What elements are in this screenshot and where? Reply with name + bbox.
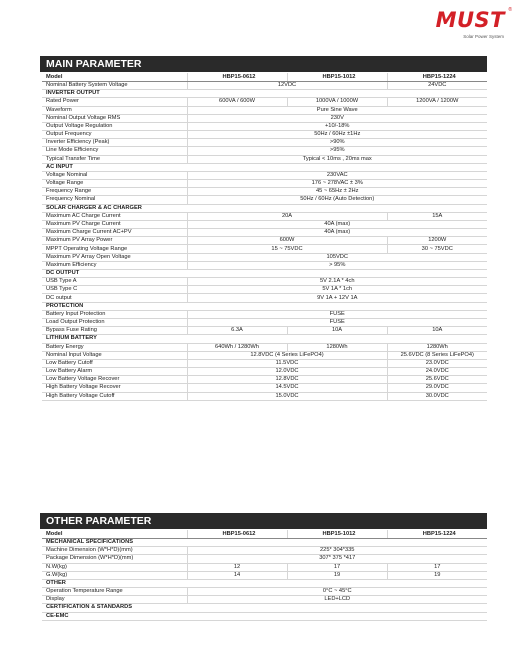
table-row (42, 122, 487, 130)
spec-value: >95% (187, 147, 487, 155)
parameter-label: Maximum PV Charge Current (42, 220, 187, 228)
parameter-label: Battery Input Protection (42, 310, 187, 318)
category-label: SOLAR CHARGER & AC CHARGER (42, 204, 487, 212)
table-row (42, 98, 487, 106)
table-row (42, 196, 487, 204)
category-label: LITHIUM BATTERY (42, 335, 487, 343)
category-label: PROTECTION (42, 302, 487, 310)
spec-value: 10A (287, 327, 387, 335)
spec-value: 30.0VDC (387, 392, 487, 400)
spec-value: 1200VA / 1200W (387, 98, 487, 106)
parameter-label: Nominal Input Voltage (42, 351, 187, 359)
table-row (42, 155, 487, 163)
parameter-label: MPPT Operating Voltage Range (42, 245, 187, 253)
category-row (42, 604, 487, 612)
spec-value: 600VA / 600W (187, 98, 287, 106)
parameter-label: Maximum PV Array Power (42, 237, 187, 245)
spec-value: 1000VA / 1000W (287, 98, 387, 106)
main-parameter-table (42, 73, 487, 401)
parameter-label: Maximum AC Charge Current (42, 212, 187, 220)
spec-value: 12 (187, 563, 287, 571)
column-header-model: Model (42, 530, 187, 539)
spec-value: 0°C ~ 45°C (187, 588, 487, 596)
category-row (42, 163, 487, 171)
table-row (42, 571, 487, 579)
spec-value: 12VDC (187, 82, 387, 90)
parameter-label: USB Type A (42, 278, 187, 286)
table-row (42, 596, 487, 604)
parameter-label: Battery Energy (42, 343, 187, 351)
category-label: INVERTER OUTPUT (42, 90, 487, 98)
spec-value: 230VAC (187, 171, 487, 179)
table-row (42, 318, 487, 326)
parameter-label: Package Dimension (W*H*D)(mm) (42, 555, 187, 563)
parameter-label: Display (42, 596, 187, 604)
category-row (42, 579, 487, 587)
parameter-label: Low Battery Cutoff (42, 359, 187, 367)
column-header-model-name: HBP15-1012 (287, 73, 387, 82)
category-label: MECHANICAL SPECIFICATIONS (42, 539, 487, 547)
table-row (42, 139, 487, 147)
spec-value: 12.8VDC (187, 376, 387, 384)
table-row (42, 229, 487, 237)
table-row (42, 327, 487, 335)
parameter-label: Machine Dimension (W*H*D)(mm) (42, 547, 187, 555)
spec-value: 1280Wh (287, 343, 387, 351)
category-label: AC INPUT (42, 163, 487, 171)
spec-value: 24.0VDC (387, 368, 487, 376)
spec-value: Typical < 10ms , 20ms max (187, 155, 487, 163)
parameter-label: Frequency Range (42, 188, 187, 196)
parameter-label: Bypass Fuse Rating (42, 327, 187, 335)
brand-logo (425, 7, 512, 44)
spec-value: FUSE (187, 310, 487, 318)
category-label: OTHER (42, 579, 487, 587)
spec-value: 12.8VDC (4 Series LiFePO4) (187, 351, 387, 359)
spec-value: 5V 2.1A * 4ch (187, 278, 487, 286)
spec-value: 9V 1A + 12V 1A (187, 294, 487, 302)
category-row (42, 269, 487, 277)
column-header-model-name: HBP15-0612 (187, 530, 287, 539)
spec-value: > 95% (187, 261, 487, 269)
table-row (42, 245, 487, 253)
parameter-label: High Battery Voltage Recover (42, 384, 187, 392)
spec-value: 40A (max) (187, 220, 487, 228)
parameter-label: Waveform (42, 106, 187, 114)
spec-value: 15 ~ 75VDC (187, 245, 387, 253)
brand-tagline: Solar Power System (463, 34, 504, 39)
spec-value: 176 ~ 278VAC ± 3% (187, 180, 487, 188)
parameter-label: Voltage Range (42, 180, 187, 188)
table-row (42, 392, 487, 400)
table-row (42, 343, 487, 351)
table-row (42, 310, 487, 318)
parameter-label: Maximum PV Array Open Voltage (42, 253, 187, 261)
table-row (42, 359, 487, 367)
table-row (42, 588, 487, 596)
spec-value: 24VDC (387, 82, 487, 90)
category-label: DC OUTPUT (42, 269, 487, 277)
spec-value: 12.0VDC (187, 368, 387, 376)
spec-value: 20A (187, 212, 387, 220)
parameter-label: USB Type C (42, 286, 187, 294)
table-row (42, 106, 487, 114)
other-parameter-table (42, 530, 487, 621)
parameter-label: N.W(kg) (42, 563, 187, 571)
parameter-label: Voltage Nominal (42, 171, 187, 179)
category-row (42, 204, 487, 212)
table-row (42, 278, 487, 286)
spec-value: 17 (387, 563, 487, 571)
other-parameter-title: OTHER PARAMETER (40, 513, 487, 529)
table-row (42, 376, 487, 384)
category-label: CE-EMC (42, 612, 487, 620)
table-row (42, 261, 487, 269)
table-row (42, 180, 487, 188)
parameter-label: Inverter Efficiency (Peak) (42, 139, 187, 147)
table-row (42, 384, 487, 392)
spec-value: 640Wh / 1280Wh (187, 343, 287, 351)
spec-value: 25.6VDC (8 Series LiFePO4) (387, 351, 487, 359)
spec-value: 25.6VDC (387, 376, 487, 384)
spec-value: 1280Wh (387, 343, 487, 351)
parameter-label: Low Battery Voltage Recover (42, 376, 187, 384)
parameter-label: Maximum Charge Current AC+PV (42, 229, 187, 237)
spec-value: 30 ~ 75VDC (387, 245, 487, 253)
column-header-model-name: HBP15-1224 (387, 73, 487, 82)
table-row (42, 563, 487, 571)
spec-value: 1200W (387, 237, 487, 245)
table-row (42, 114, 487, 122)
table-row (42, 555, 487, 563)
parameter-label: Frequency Nominal (42, 196, 187, 204)
spec-value: FUSE (187, 318, 487, 326)
table-row (42, 237, 487, 245)
spec-value: +10/-18% (187, 122, 487, 130)
spec-value: 307* 375 *417 (187, 555, 487, 563)
parameter-label: Maximum Efficiency (42, 261, 187, 269)
parameter-label: Load Output Protection (42, 318, 187, 326)
spec-value: 45 ~ 65Hz ± 2Hz (187, 188, 487, 196)
category-row (42, 335, 487, 343)
spec-value: 40A (max) (187, 229, 487, 237)
spec-value: 23.0VDC (387, 359, 487, 367)
table-row (42, 82, 487, 90)
spec-value: 105VDC (187, 253, 487, 261)
parameter-label: Line Mode Efficiency (42, 147, 187, 155)
table-row (42, 171, 487, 179)
parameter-label: Output Frequency (42, 131, 187, 139)
table-row (42, 286, 487, 294)
table-row (42, 368, 487, 376)
category-row (42, 539, 487, 547)
table-row (42, 188, 487, 196)
column-header-model-name: HBP15-1012 (287, 530, 387, 539)
table-row (42, 351, 487, 359)
table-row (42, 212, 487, 220)
spec-value: 50Hz / 60Hz ±1Hz (187, 131, 487, 139)
parameter-label: Low Battery Alarm (42, 368, 187, 376)
table-row (42, 253, 487, 261)
spec-value: 6.3A (187, 327, 287, 335)
parameter-label: Typical Transfer Time (42, 155, 187, 163)
spec-value: 17 (287, 563, 387, 571)
parameter-label: Output Voltage Regulation (42, 122, 187, 130)
spec-value: 50Hz / 60Hz (Auto Detection) (187, 196, 487, 204)
spec-value: 11.5VDC (187, 359, 387, 367)
table-row (42, 547, 487, 555)
spec-value: 19 (287, 571, 387, 579)
parameter-label: Operation Temperature Range (42, 588, 187, 596)
table-row (42, 131, 487, 139)
spec-value: 15.0VDC (187, 392, 387, 400)
brand-name: MUST (435, 8, 505, 32)
category-row (42, 90, 487, 98)
spec-value: 15A (387, 212, 487, 220)
parameter-label: Rated Power (42, 98, 187, 106)
parameter-label: Nominal Output Voltage RMS (42, 114, 187, 122)
table-row (42, 294, 487, 302)
parameter-label: DC output (42, 294, 187, 302)
spec-value: LED+LCD (187, 596, 487, 604)
parameter-label: High Battery Voltage Cutoff (42, 392, 187, 400)
column-header-model: Model (42, 73, 187, 82)
spec-value: 14.5VDC (187, 384, 387, 392)
spec-value: 29.0VDC (387, 384, 487, 392)
trademark-mark: ® (508, 7, 512, 13)
table-row (42, 220, 487, 228)
spec-value: >90% (187, 139, 487, 147)
spec-value: 600W (187, 237, 387, 245)
column-header-model-name: HBP15-0612 (187, 73, 287, 82)
table-row (42, 147, 487, 155)
category-row (42, 302, 487, 310)
spec-value: 10A (387, 327, 487, 335)
spec-value: 19 (387, 571, 487, 579)
parameter-label: G.W(kg) (42, 571, 187, 579)
spec-value: 5V 1A * 1ch (187, 286, 487, 294)
spec-value: 14 (187, 571, 287, 579)
parameter-label: Nominal Battery System Voltage (42, 82, 187, 90)
category-label: CERTIFICATION & STANDARDS (42, 604, 487, 612)
spec-value: Pure Sine Wave (187, 106, 487, 114)
table-header-row (42, 73, 487, 82)
column-header-model-name: HBP15-1224 (387, 530, 487, 539)
main-parameter-title: MAIN PARAMETER (40, 56, 487, 72)
table-header-row (42, 530, 487, 539)
category-row (42, 612, 487, 620)
spec-value: 230V (187, 114, 487, 122)
spec-value: 225* 304*335 (187, 547, 487, 555)
